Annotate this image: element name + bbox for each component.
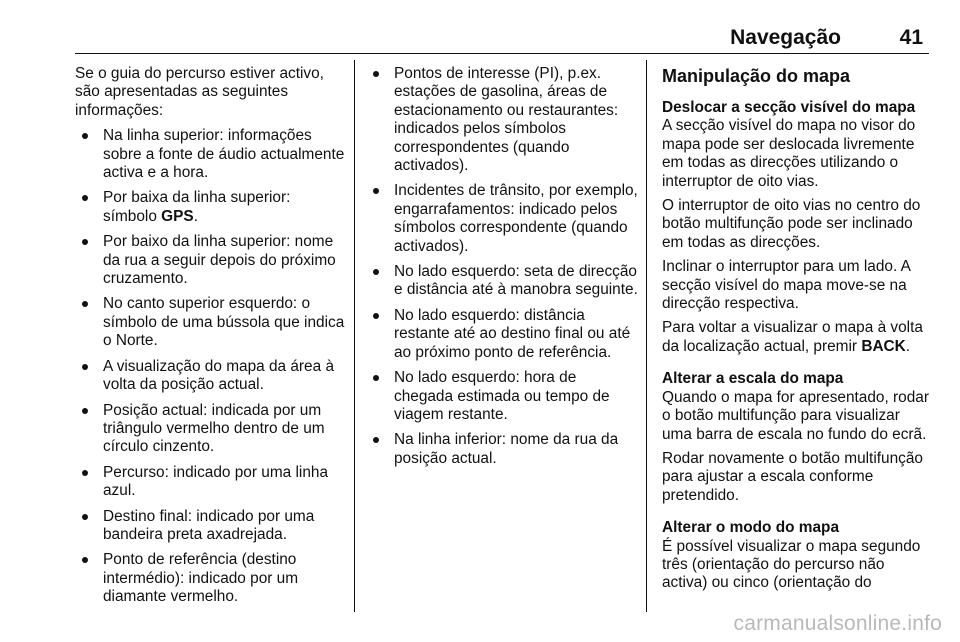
- paragraph: É possível visualizar o mapa segundo três (orientação do percurso não activa) ou cinco (orientação do: [662, 537, 921, 592]
- bullet-icon: [82, 133, 88, 139]
- header-rule: [75, 53, 929, 54]
- list-item: A visualização do mapa da área à volta da posição actual.: [75, 358, 347, 395]
- list-item: No lado esquerdo: hora de chegada estimada ou tempo de viagem restante.: [366, 369, 638, 424]
- list-item: Incidentes de trânsito, por exemplo, engarrafamentos: indicado pelos símbolos correspondente (quando activados).: [366, 182, 638, 256]
- section-heading: Manipulação do mapa: [662, 66, 851, 86]
- gps-label: GPS: [161, 207, 194, 225]
- bullet-icon: [373, 71, 379, 77]
- subheading-map-mode: Alterar o modo do mapa: [662, 519, 840, 537]
- bullet-icon: [373, 188, 379, 194]
- paragraph: Inclinar o interruptor para um lado. A secção visível do mapa move-se na direcção respectiva.: [662, 258, 911, 313]
- intro-paragraph: Se o guia do percurso estiver activo, são apresentadas as seguintes informações:: [75, 65, 324, 119]
- info-list: [75, 127, 347, 606]
- bullet-icon: [373, 375, 379, 381]
- back-label: BACK: [861, 337, 906, 355]
- bullet-icon: [82, 195, 88, 201]
- list-item: Pontos de interesse (PI), p.ex. estações de gasolina, áreas de estacionamento ou restaurantes: indicados pelos símbolos correspondentes (quando activados).: [366, 65, 638, 175]
- list-item: Por baixo da linha superior: nome da rua a seguir depois do próximo cruzamento.: [75, 233, 347, 288]
- column-2: [366, 65, 638, 475]
- bullet-icon: [82, 408, 88, 414]
- bullet-icon: [82, 557, 88, 563]
- list-item: No lado esquerdo: distância restante até ao destino final ou até ao próximo ponto de referência.: [366, 307, 638, 362]
- bullet-icon: [82, 470, 88, 476]
- list-item: Destino final: indicado por uma bandeira preta axadrejada.: [75, 508, 347, 545]
- watermark: carmanualsonline.info: [733, 612, 942, 635]
- paragraph: O interruptor de oito vias no centro do botão multifunção pode ser inclinado em todas as direcções.: [662, 197, 921, 251]
- list-item: Ponto de referência (destino intermédio): indicado por um diamante vermelho.: [75, 551, 347, 606]
- info-list-continued: [366, 65, 638, 468]
- page-title: Navegação: [730, 26, 841, 49]
- bullet-icon: [373, 437, 379, 443]
- paragraph: Rodar novamente o botão multifunção para ajustar a escala conforme pretendido.: [662, 449, 923, 504]
- bullet-icon: [82, 239, 88, 245]
- column-divider-2: [646, 60, 647, 612]
- list-item: No lado esquerdo: seta de direcção e distância até à manobra seguinte.: [366, 263, 638, 300]
- paragraph: Para voltar a visualizar o mapa à volta da localização actual, premir BACK.: [662, 319, 923, 355]
- paragraph: A secção visível do mapa no visor do mapa pode ser deslocada livremente em todas as direcções utilizando o interruptor de oito vias.: [662, 117, 916, 190]
- column-3: [662, 65, 930, 599]
- list-item: Na linha inferior: nome da rua da posição actual.: [366, 431, 638, 468]
- list-item: Posição actual: indicada por um triângulo vermelho dentro de um círculo cinzento.: [75, 402, 347, 457]
- subheading-scroll-map: Deslocar a secção visível do mapa: [662, 99, 916, 116]
- page-number: 41: [899, 26, 923, 49]
- bullet-icon: [82, 301, 88, 307]
- bullet-icon: [82, 514, 88, 520]
- column-divider-1: [354, 60, 355, 612]
- list-item: Por baixa da linha superior: símbolo GPS.: [75, 189, 347, 226]
- list-item: No canto superior esquerdo: o símbolo de uma bússola que indica o Norte.: [75, 295, 347, 350]
- paragraph: Quando o mapa for apresentado, rodar o botão multifunção para visualizar uma barra de escala no fundo do ecrã.: [662, 388, 929, 443]
- list-item: Percurso: indicado por uma linha azul.: [75, 464, 347, 501]
- subheading-map-scale: Alterar a escala do mapa: [662, 370, 844, 388]
- bullet-icon: [373, 269, 379, 275]
- bullet-icon: [373, 313, 379, 319]
- list-item: Na linha superior: informações sobre a fonte de áudio actualmente activa e a hora.: [75, 127, 347, 182]
- bullet-icon: [82, 364, 88, 370]
- column-1: [75, 65, 347, 614]
- page-header: [75, 20, 929, 54]
